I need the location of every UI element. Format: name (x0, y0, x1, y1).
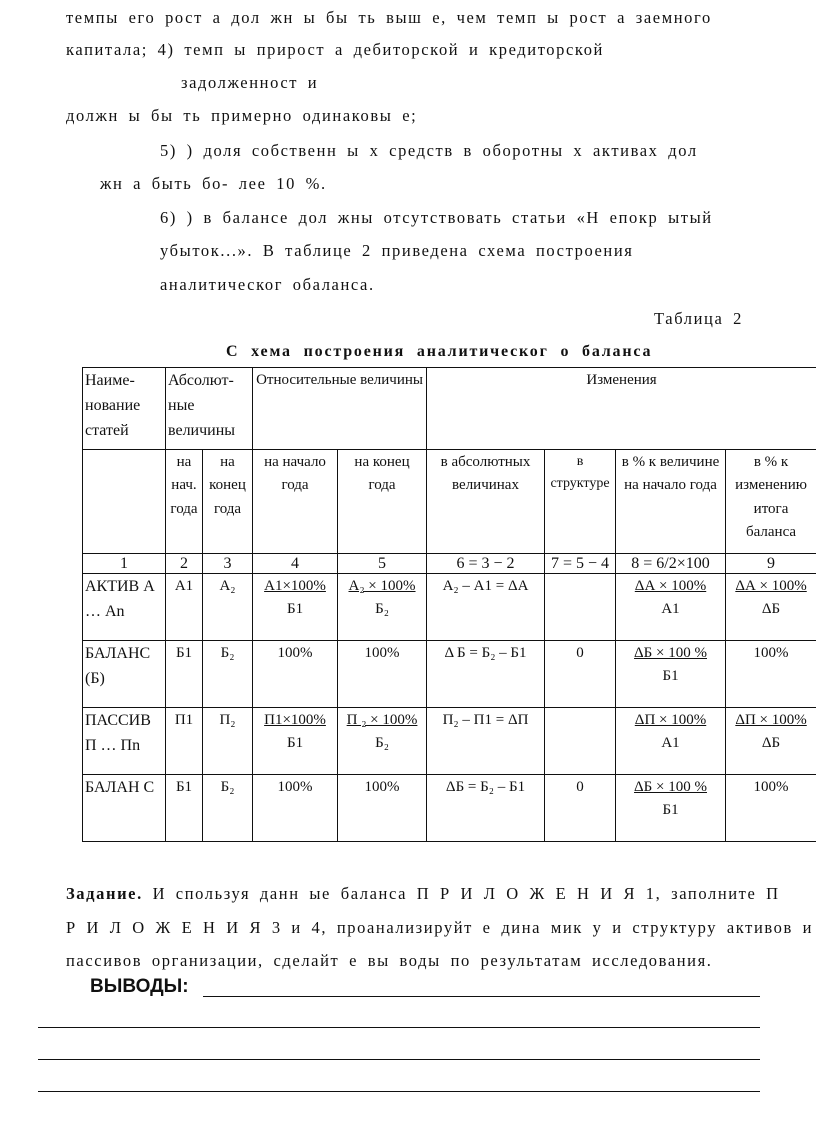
subheader-change-structure: в структуре (545, 450, 616, 554)
cell: 100% (726, 641, 816, 708)
fraction-cell (338, 574, 427, 641)
denominator: Б1 (286, 735, 304, 752)
conclusions-label: ВЫВОДЫ: (90, 976, 189, 997)
row-name: АКТИВ А … Аn (83, 574, 166, 641)
header-absolute: Абсолют-ные величины (166, 368, 253, 450)
cell: П1 (166, 708, 203, 775)
col-number: 8 = 6/2×100 (616, 554, 726, 574)
cell: 0 (545, 641, 616, 708)
cell: Δ Б = Б₂ – Б1 (427, 641, 545, 708)
denominator: Б₂ (375, 735, 389, 752)
intro-line-8: убыток...». В таблице 2 приведена схема построения (160, 241, 634, 260)
cell: 100% (338, 641, 427, 708)
intro-line-5: 5) ) доля собственн ы х средств в оборотны х активах дол (160, 141, 698, 160)
numerator: ΔП × 100% (634, 712, 707, 728)
col-number: 5 (338, 554, 427, 574)
intro-line-1: темпы его рост а дол жн ы бы ть выш е, чем темп ы рост а заемного (66, 8, 712, 27)
answer-line[interactable] (38, 1027, 760, 1028)
header-relative: Относительные величины (253, 368, 427, 450)
row-name: БАЛАНС (Б) (83, 641, 166, 708)
header-name: Наиме-нование статей (83, 368, 166, 450)
analytic-balance-table (82, 367, 816, 842)
col-number: 4 (253, 554, 338, 574)
cell (545, 708, 616, 775)
answer-line[interactable] (38, 1091, 760, 1092)
subheader-change-pct-start: в % к величине на начало года (616, 450, 726, 554)
cell: А₂ – А1 = ΔА (427, 574, 545, 641)
cell: Б₂ (203, 775, 253, 842)
col-number: 7 = 5 − 4 (545, 554, 616, 574)
denominator: А1 (661, 735, 680, 752)
cell: А1 (166, 574, 203, 641)
col-number: 9 (726, 554, 816, 574)
numerator: П1×100% (264, 712, 326, 728)
row-name: БАЛАН С (83, 775, 166, 842)
fraction-cell (338, 708, 427, 775)
task-line-1 (66, 884, 780, 904)
intro-line-4: должн ы бы ть примерно одинаковы е; (66, 106, 418, 125)
row-name: ПАССИВ П … Пn (83, 708, 166, 775)
fraction-cell (616, 641, 726, 708)
denominator: Б₂ (375, 601, 389, 618)
cell: 100% (726, 775, 816, 842)
cell: 100% (253, 775, 338, 842)
table-row (83, 775, 816, 842)
task-label: Задание. (66, 884, 143, 903)
task-line-2: Р И Л О Ж Е Н И Я 3 и 4, проанализируйт е дина мик у и структуру активов и (66, 918, 814, 937)
subheader-start-rel: на начало года (253, 450, 338, 554)
col-number: 3 (203, 554, 253, 574)
cell: 100% (253, 641, 338, 708)
numerator: А₂ × 100% (348, 578, 416, 594)
numerator: ΔА × 100% (735, 578, 807, 594)
task-text: И спользуя данн ые баланса П Р И Л О Ж Е Н И Я 1, заполните П (152, 884, 780, 903)
cell (545, 574, 616, 641)
numerator: ΔА × 100% (634, 578, 707, 594)
intro-line-7: 6) ) в балансе дол жны отсутствовать статьи «Н епокр ытый (160, 208, 713, 227)
cell: Б₂ (203, 641, 253, 708)
table-row (83, 574, 816, 641)
denominator: Б1 (662, 802, 679, 819)
denominator: Б1 (286, 601, 304, 618)
cell: ΔБ = Б₂ – Б1 (427, 775, 545, 842)
cell: Б1 (166, 775, 203, 842)
numerator: А1×100% (264, 578, 326, 594)
cell: 0 (545, 775, 616, 842)
intro-line-2: капитала; 4) темп ы прирост а дебиторской и кредиторской (66, 40, 604, 59)
fraction-cell (616, 708, 726, 775)
cell: Б1 (166, 641, 203, 708)
subheader-change-pct-total: в % к изменению итога баланса (726, 450, 816, 554)
header-changes: Изменения (427, 368, 816, 450)
cell: 100% (338, 775, 427, 842)
fraction-cell (726, 574, 816, 641)
subheader-empty (83, 450, 166, 554)
denominator: А1 (661, 601, 680, 618)
fraction-cell (253, 574, 338, 641)
cell: П₂ – П1 = ΔП (427, 708, 545, 775)
subheader-start-abs: на нач. года (166, 450, 203, 554)
subheader-end-abs: на конец года (203, 450, 253, 554)
cell: А₂ (203, 574, 253, 641)
subheader-change-abs: в абсолютных величинах (427, 450, 545, 554)
intro-line-6: жн а быть бо- лее 10 %. (100, 174, 327, 193)
table-row (83, 641, 816, 708)
subheader-end-rel: на конец года (338, 450, 427, 554)
denominator: Б1 (662, 668, 679, 685)
table-caption: С хема построения аналитическог о баланса (226, 343, 653, 360)
intro-line-9: аналитическог обаланса. (160, 275, 375, 294)
denominator: ΔБ (761, 601, 781, 618)
col-number: 1 (83, 554, 166, 574)
cell: П₂ (203, 708, 253, 775)
numerator: ΔП × 100% (735, 712, 807, 728)
table-label: Таблица 2 (654, 309, 743, 328)
table-row (83, 708, 816, 775)
numerator: П ₂ × 100% (346, 712, 418, 728)
answer-line[interactable] (38, 1059, 760, 1060)
col-number: 6 = 3 − 2 (427, 554, 545, 574)
fraction-cell (616, 775, 726, 842)
fraction-cell (616, 574, 726, 641)
fraction-cell (253, 708, 338, 775)
numerator: ΔБ × 100 % (634, 645, 707, 661)
numerator: ΔБ × 100 % (634, 779, 707, 795)
fraction-cell (726, 708, 816, 775)
task-line-3: пассивов организации, сделайт е вы воды по результатам исследования. (66, 951, 713, 970)
col-number: 2 (166, 554, 203, 574)
denominator: ΔБ (761, 735, 781, 752)
intro-line-3: задолженност и (181, 73, 319, 92)
answer-line[interactable] (203, 996, 760, 997)
